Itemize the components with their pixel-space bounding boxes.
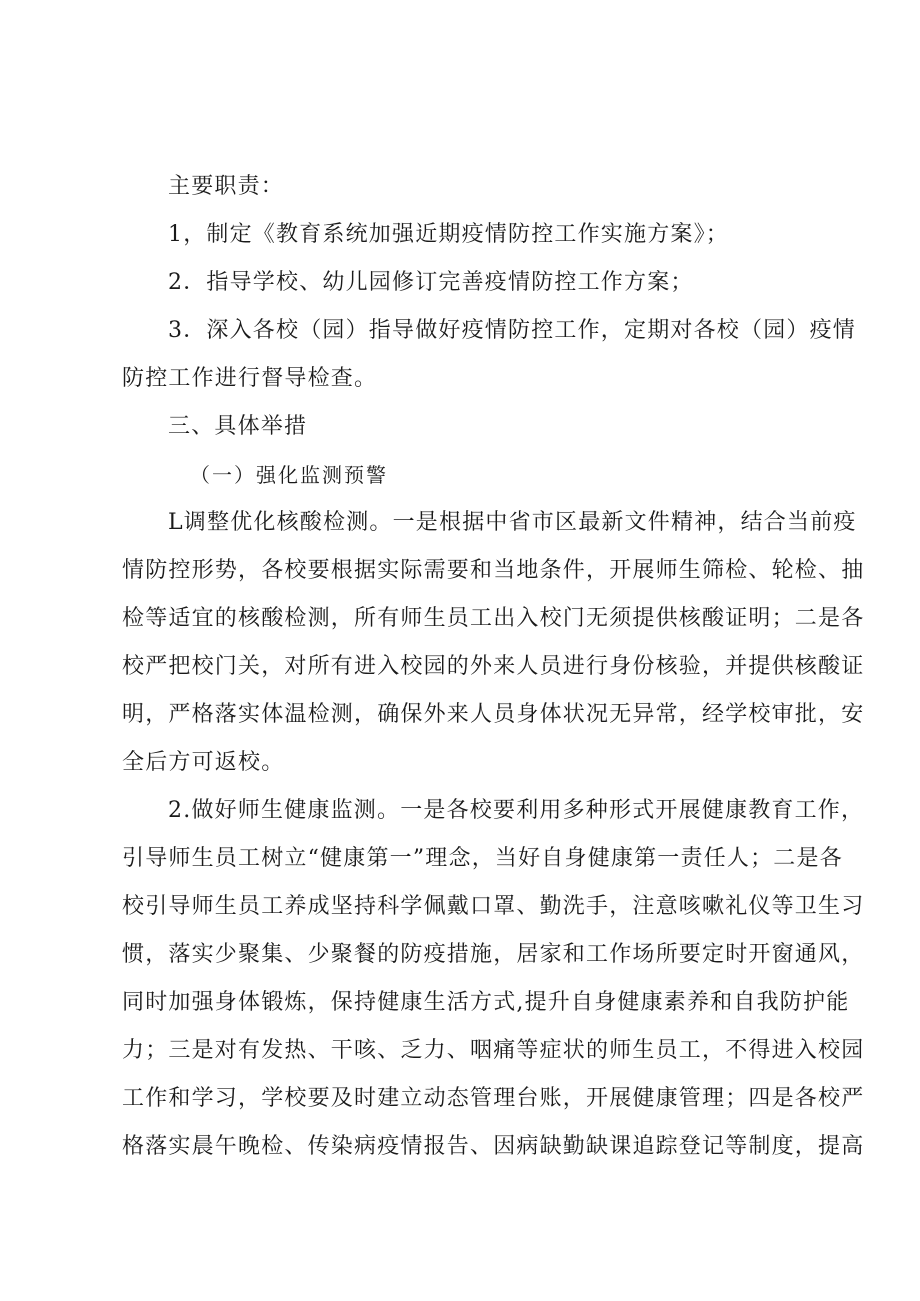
para-1-line-5: 明，严格落实体温检测，确保外来人员身体状况无异常，经学校审批，安 [122,702,865,727]
para-2-line-8: 格落实晨午晚检、传染病疫情报告、因病缺勤缺课追踪登记等制度，提高 [122,1134,865,1159]
duty-item-1: 1，制定《教育系统加强近期疫情防控工作实施方案》； [168,222,729,247]
para-1-line-4: 校严把校门关，对所有进入校园的外来人员进行身份核验，并提供核酸证 [122,654,865,679]
para-1-line-6: 全后方可返校。 [122,750,285,775]
para-2-line-3: 校引导师生员工养成坚持科学佩戴口罩、勤洗手，注意咳嗽礼仪等卫生习 [122,894,865,919]
para-2-line-5: 同时加强身体锻炼，保持健康生活方式,提升自身健康素养和自我防护能 [122,990,850,1015]
section-3-heading: 三、具体举措 [168,414,308,439]
duty-item-3-line-1: 3．深入各校（园）指导做好疫情防控工作，定期对各校（园）疫情 [168,318,856,343]
para-2-line-7: 工作和学习，学校要及时建立动态管理台账，开展健康管理；四是各校严 [122,1086,865,1111]
duties-heading: 主要职责： [168,174,285,199]
duty-item-2: 2．指导学校、幼儿园修订完善疫情防控工作方案； [168,270,694,295]
para-1-line-1: L调整优化核酸检测。一是根据中省市区最新文件精神，结合当前疫 [168,510,857,535]
para-2-line-2: 引导师生员工树立“健康第一”理念，当好自身健康第一责任人；二是各 [122,846,843,871]
para-1-line-3: 检等适宜的核酸检测，所有师生员工出入校门无须提供核酸证明；二是各 [122,606,865,631]
para-2-line-4: 惯，落实少聚集、少聚餐的防疫措施，居家和工作场所要定时开窗通风， [122,942,865,967]
subsection-1-heading: （一）强化监测预警 [190,463,388,487]
duty-item-3-line-2: 防控工作进行督导检查。 [122,366,378,391]
para-2-line-1: 2.做好师生健康监测。一是各校要利用多种形式开展健康教育工作， [168,798,865,823]
para-1-line-2: 情防控形势，各校要根据实际需要和当地条件，开展师生筛检、轮检、抽 [122,558,865,583]
para-2-line-6: 力；三是对有发热、干咳、乏力、咽痛等症状的师生员工，不得进入校园 [122,1038,865,1063]
